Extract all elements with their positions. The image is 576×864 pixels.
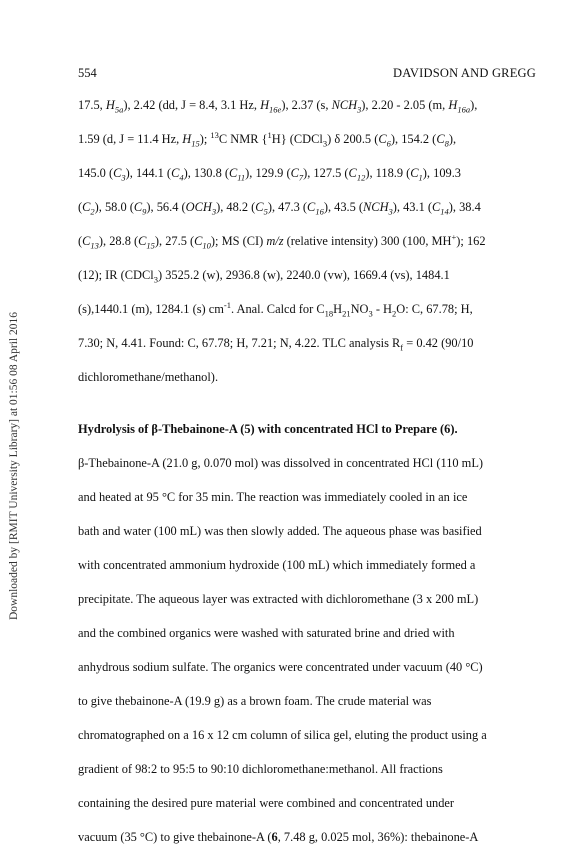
running-head: DAVIDSON AND GREGG xyxy=(393,66,536,80)
page-header xyxy=(78,66,536,82)
text-line: gradient of 98:2 to 95:5 to 90:10 dichloromethane:methanol. All fractions xyxy=(78,762,443,776)
text-line: 145.0 $(C_3)$, 144.1 $(C_4)$, 130.8 $(C_{11})$, 129.9 $(C_7)$, 127.5 $(C_{12})$, 118.9 $(C_1)$, 109.3 xyxy=(78,166,461,183)
page-number: 554 xyxy=(78,66,97,80)
text-line: with concentrated ammonium hydroxide (100 mL) which immediately formed a xyxy=(78,558,476,572)
text-line: and the combined organics were washed with saturated brine and dried with xyxy=(78,626,455,640)
text-line: 1.59 (d, J = 11.4 Hz, $H_{15}$); $^{13}$C NMR {$^1$H} (CDCl$_3$) δ 200.5 $(C_6)$, 154.2 $(C_8)$, xyxy=(78,129,457,149)
text-line: anhydrous sodium sulfate. The organics were concentrated under vacuum (40 °C) xyxy=(78,660,483,674)
text-line: and heated at 95 °C for 35 min. The reaction was immediately cooled in an ice xyxy=(78,490,468,504)
text-line: $(C_{13})$, 28.8 $(C_{15})$, 27.5 $(C_{10})$; MS (CI) m/z (relative intensity) 300 (100, MH+); 162 xyxy=(78,231,486,251)
section-heading: Hydrolysis of β-Thebainone-A (5) with concentrated HCl to Prepare (6). xyxy=(78,422,458,436)
text-line: (s),1440.1 (m), 1284.1 (s) $cm^{-1}$. Anal. Calcd for $C_{18}H_{21}NO_3 - H_2O$: C, 67.78; H, xyxy=(78,299,473,319)
text-line: 17.5, $H_{5a}$), 2.42 (dd, J = 8.4, 3.1 Hz, $H_{16e}$), 2.37 (s, $NCH_3$), 2.20 - 2.05 (m, $H_{16a}$), xyxy=(78,98,478,115)
text-line: (12); IR (CDCl$_3$) 3525.2 (w), 2936.8 (w), 2240.0 (vw), 1669.4 (vs), 1484.1 xyxy=(78,268,450,285)
text-line: vacuum (35 °C) to give thebainone-A (6, 7.48 g, 0.025 mol, 36%): thebainone-A xyxy=(78,830,479,844)
text-line: chromatographed on a 16 x 12 cm column of silica gel, eluting the product using a xyxy=(78,728,487,742)
text-line: $(C_2)$, 58.0 $(C_9)$, 56.4 $(OCH_3)$, 48.2 $(C_5)$, 47.3 $(C_{16})$, 43.5 $(NCH_3)$, 43.1 $(C_{14})$, 38.4 xyxy=(78,200,481,217)
text-line: to give thebainone-A (19.9 g) as a brown foam. The crude material was xyxy=(78,694,432,708)
text-line: 7.30; N, 4.41. Found: C, 67.78; H, 7.21; N, 4.22. TLC analysis $R_f = 0.42$ (90/10 xyxy=(78,336,474,353)
text-line: β-Thebainone-A (21.0 g, 0.070 mol) was dissolved in concentrated HCl (110 mL) xyxy=(78,456,484,470)
download-watermark: Downloaded by [RMIT University Library] at 01:56 08 April 2016 xyxy=(8,311,20,620)
text-line: dichloromethane/methanol). xyxy=(78,370,219,384)
text-line: precipitate. The aqueous layer was extracted with dichloromethane (3 x 200 mL) xyxy=(78,592,479,606)
text-line: containing the desired pure material were combined and concentrated under xyxy=(78,796,455,810)
text-line: bath and water (100 mL) was then slowly added. The aqueous phase was basified xyxy=(78,524,482,538)
